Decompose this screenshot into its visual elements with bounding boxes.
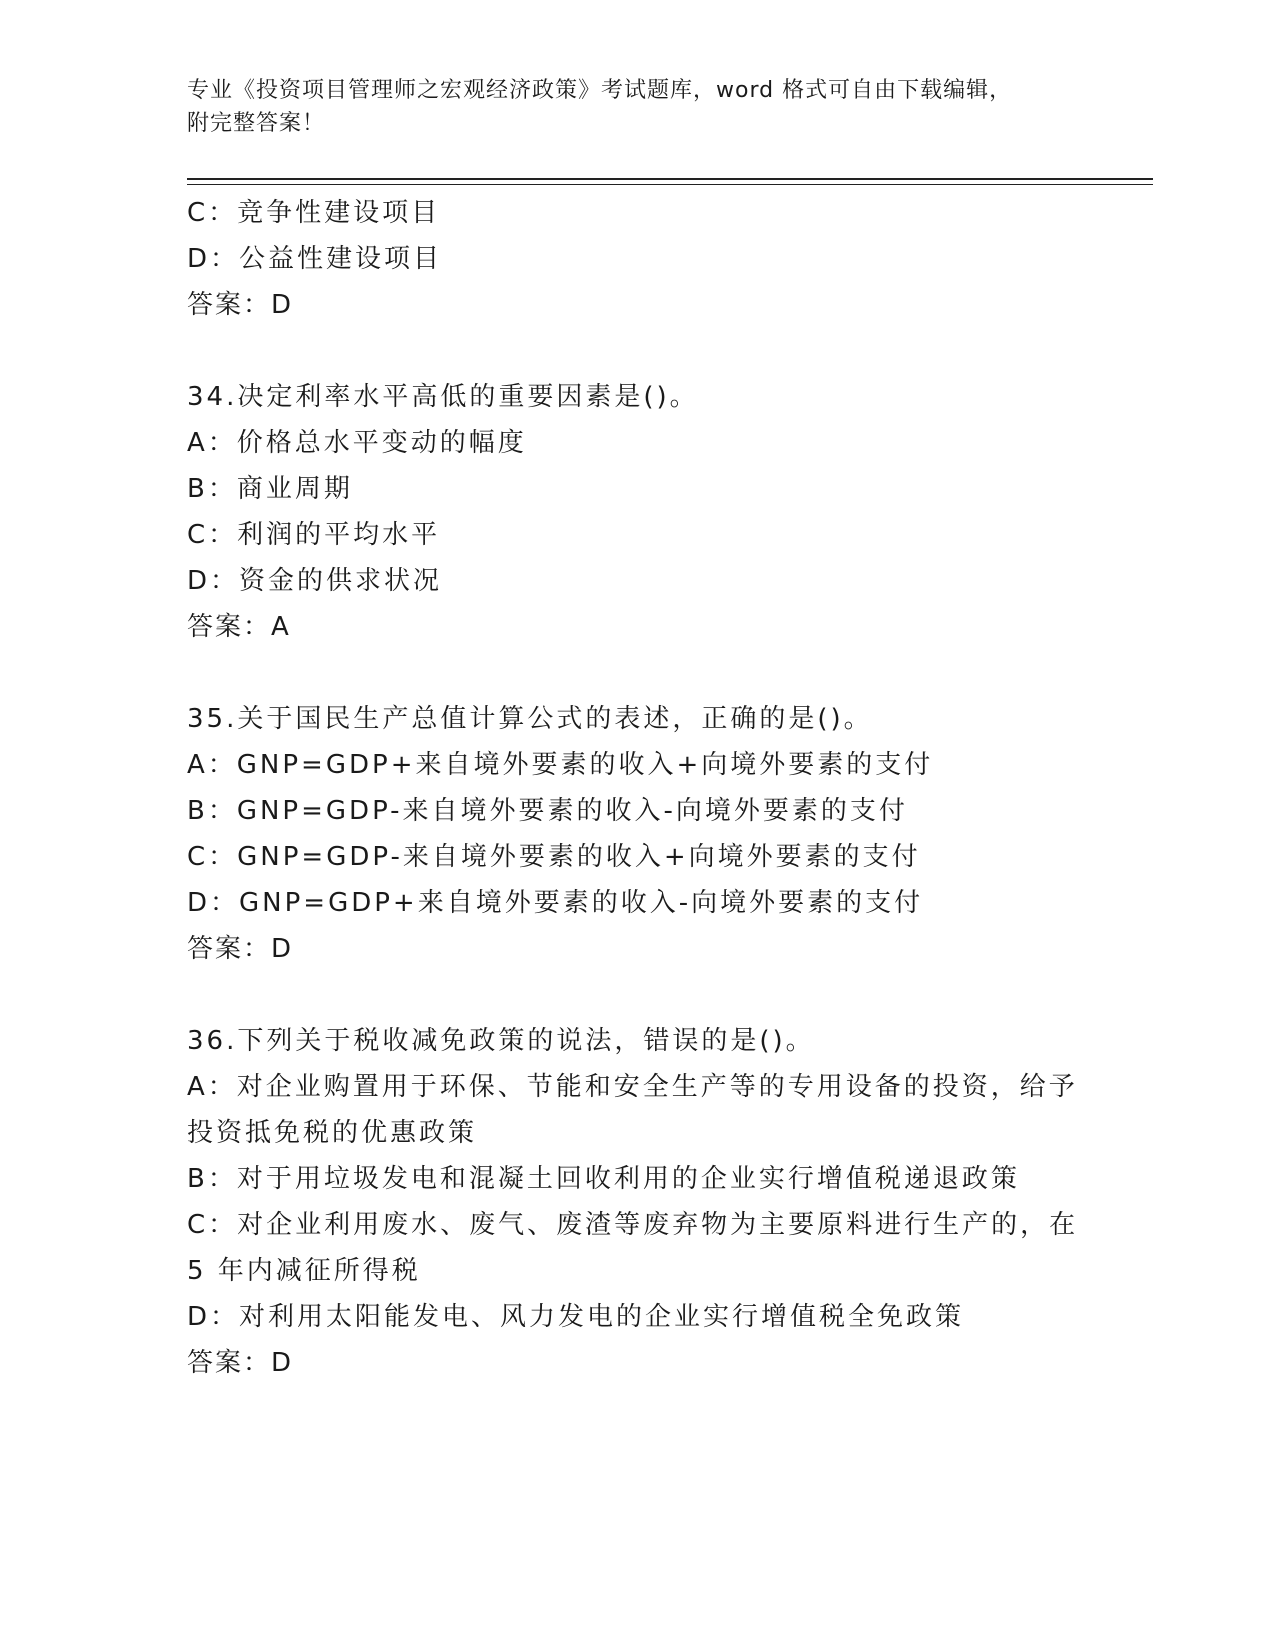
spacer — [187, 328, 1087, 374]
header-line-2: 附完整答案！ — [187, 111, 326, 136]
option-c: C：利润的平均水平 — [187, 520, 441, 550]
option-c-continued: 5 年内减征所得税 — [187, 1256, 421, 1286]
question-content — [187, 190, 1087, 1386]
answer-line: 答案：D — [187, 290, 294, 320]
spacer — [187, 650, 1087, 696]
answer-line: 答案：D — [187, 1348, 294, 1378]
question-stem: 35.关于国民生产总值计算公式的表述，正确的是()。 — [187, 704, 873, 734]
option-d: D：GNP=GDP+来自境外要素的收入-向境外要素的支付 — [187, 888, 924, 918]
question-34 — [187, 374, 1087, 650]
option-c: C：GNP=GDP-来自境外要素的收入+向境外要素的支付 — [187, 842, 921, 872]
option-c: C：竞争性建设项目 — [187, 198, 441, 228]
option-a: A：对企业购置用于环保、节能和安全生产等的专用设备的投资，给予 — [187, 1072, 1078, 1102]
header-line-1: 专业《投资项目管理师之宏观经济政策》考试题库，word 格式可自由下载编辑， — [187, 78, 1013, 103]
answer-line: 答案：D — [187, 934, 294, 964]
option-b: B：对于用垃圾发电和混凝土回收利用的企业实行增值税递退政策 — [187, 1164, 1020, 1194]
option-a: A：GNP=GDP+来自境外要素的收入+向境外要素的支付 — [187, 750, 934, 780]
question-36 — [187, 1018, 1087, 1386]
option-c: C：对企业利用废水、废气、废渣等废弃物为主要原料进行生产的，在 — [187, 1210, 1079, 1240]
question-35 — [187, 696, 1087, 972]
option-b: B：GNP=GDP-来自境外要素的收入-向境外要素的支付 — [187, 796, 908, 826]
option-a: A：价格总水平变动的幅度 — [187, 428, 527, 458]
answer-line: 答案：A — [187, 612, 291, 642]
question-stem: 34.决定利率水平高低的重要因素是()。 — [187, 382, 699, 412]
option-d: D：公益性建设项目 — [187, 244, 443, 274]
option-b: B：商业周期 — [187, 474, 353, 504]
header-divider-thin — [187, 184, 1153, 185]
option-a-continued: 投资抵免税的优惠政策 — [187, 1118, 478, 1148]
question-stem: 36.下列关于税收减免政策的说法，错误的是()。 — [187, 1026, 815, 1056]
header-divider-thick — [187, 178, 1153, 180]
option-d: D：对利用太阳能发电、风力发电的企业实行增值税全免政策 — [187, 1302, 965, 1332]
option-d: D：资金的供求状况 — [187, 566, 443, 596]
prev-question-block — [187, 190, 1087, 328]
spacer — [187, 972, 1087, 1018]
document-header — [187, 74, 1087, 140]
